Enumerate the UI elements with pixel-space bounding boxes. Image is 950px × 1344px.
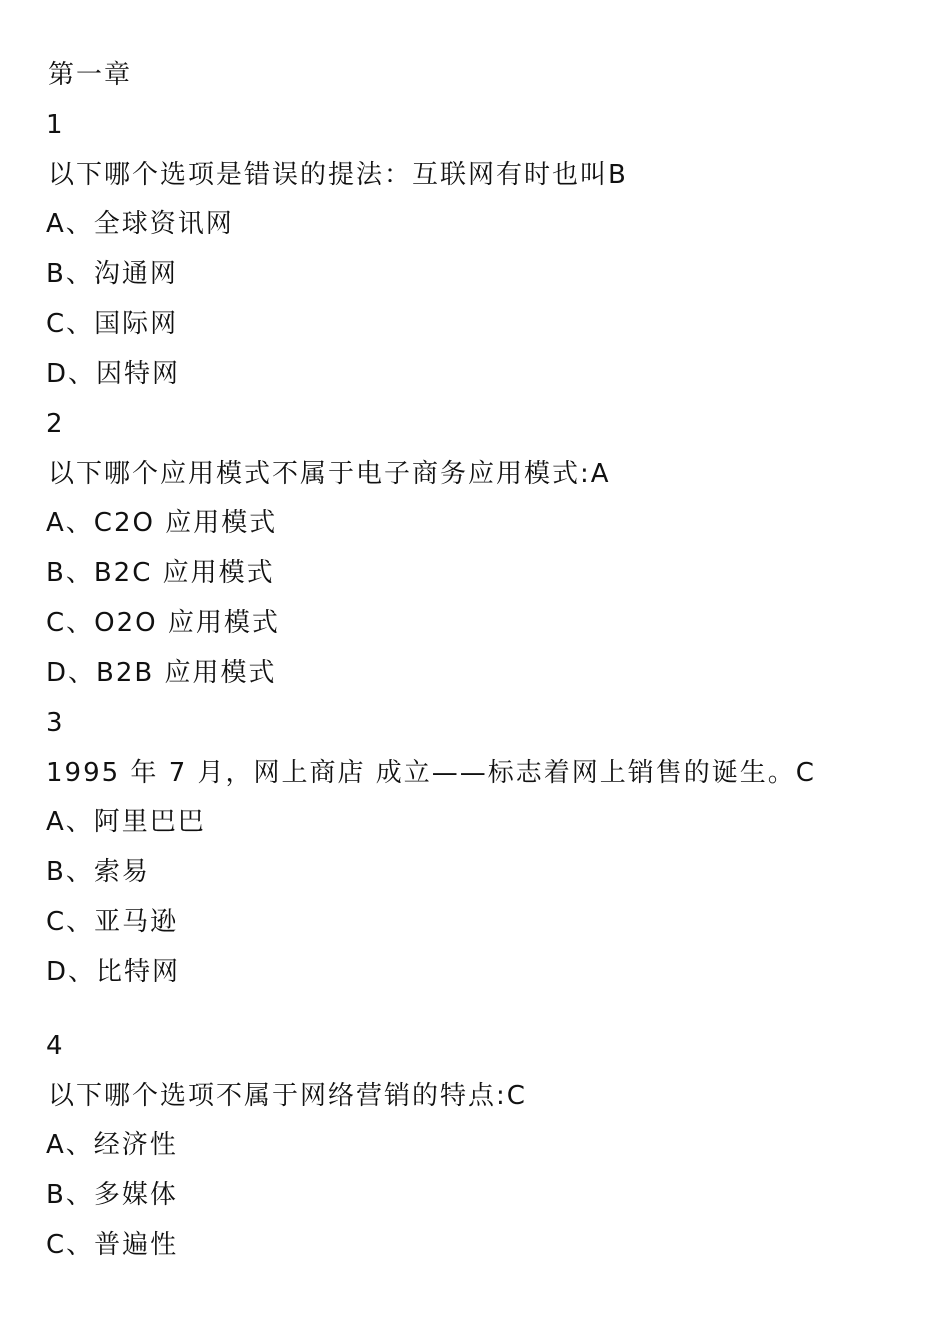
question-prompt: 以下哪个选项是错误的提法：互联网有时也叫B — [48, 160, 628, 190]
option-a: A、全球资讯网 — [46, 209, 234, 239]
option-d: D、因特网 — [46, 359, 181, 389]
question-number: 2 — [46, 409, 65, 439]
option-c: C、国际网 — [46, 309, 179, 339]
option-c: C、O2O 应用模式 — [46, 608, 280, 638]
option-a: A、阿里巴巴 — [46, 807, 206, 837]
option-b: B、B2C 应用模式 — [46, 558, 275, 588]
question-number: 3 — [46, 708, 65, 738]
question-prompt: 以下哪个应用模式不属于电子商务应用模式:A — [48, 459, 611, 489]
option-b: B、多媒体 — [46, 1180, 178, 1210]
option-d: D、B2B 应用模式 — [46, 658, 277, 688]
option-d: D、比特网 — [46, 957, 181, 987]
option-a: A、C2O 应用模式 — [46, 508, 278, 538]
question-prompt: 以下哪个选项不属于网络营销的特点:C — [48, 1081, 527, 1111]
option-a: A、经济性 — [46, 1130, 178, 1160]
option-c: C、亚马逊 — [46, 907, 179, 937]
question-number: 4 — [46, 1031, 65, 1061]
chapter-title: 第一章 — [48, 60, 133, 90]
option-b: B、沟通网 — [46, 259, 178, 289]
option-c: C、普遍性 — [46, 1230, 179, 1260]
option-b: B、索易 — [46, 857, 150, 887]
question-prompt: 1995 年 7 月，网上商店 成立——标志着网上销售的诞生。C — [46, 758, 816, 788]
question-number: 1 — [46, 110, 65, 140]
